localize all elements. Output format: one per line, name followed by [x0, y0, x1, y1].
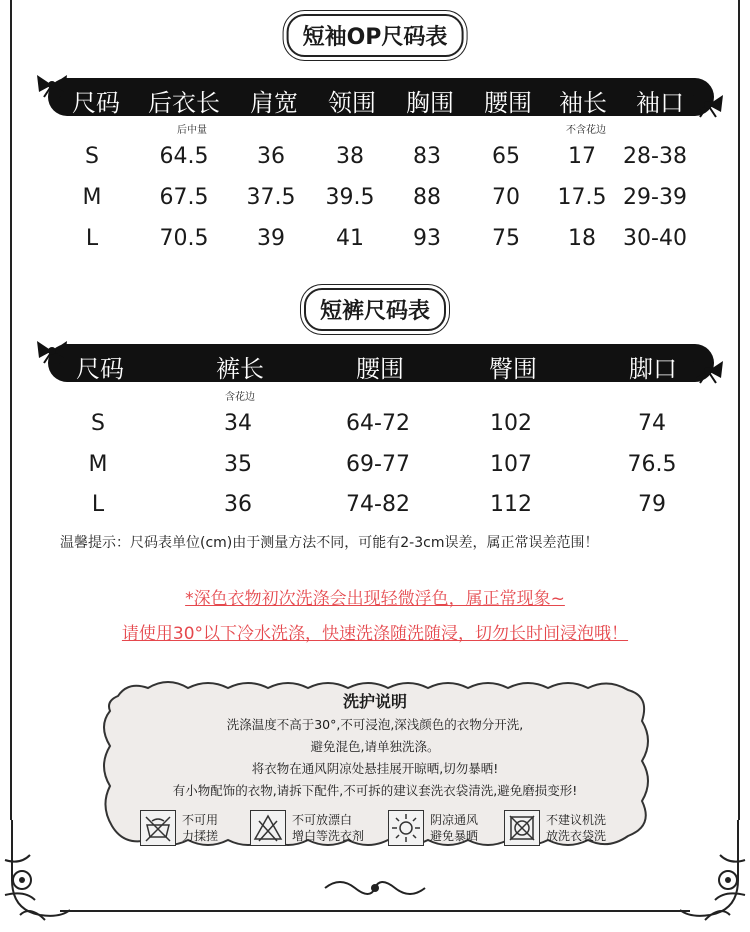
note-back-center: 后中量 [177, 125, 207, 136]
cell: 36 [224, 492, 252, 517]
cell-size: S [91, 411, 105, 436]
cell: 36 [257, 144, 285, 169]
cell: 17 [568, 144, 596, 169]
cell: 64-72 [346, 411, 410, 436]
care-title: 洗护说明 [342, 692, 407, 711]
cell: 64.5 [159, 144, 209, 169]
care-icon-label-line: 不建议机洗 [546, 813, 607, 827]
corner-ornament-left-icon [0, 820, 80, 932]
cell: 75 [492, 226, 520, 251]
cell: 41 [336, 226, 364, 251]
cell: 93 [413, 226, 441, 251]
header-size: 尺码 [76, 355, 124, 383]
cell: 74-82 [346, 492, 410, 517]
bow-left-icon [34, 338, 70, 364]
cell-size: L [85, 226, 99, 251]
no-bleach-icon [250, 810, 286, 846]
cell: 102 [490, 411, 532, 436]
header-waist: 腰围 [484, 89, 532, 117]
care-icon-label-line: 不可用 [182, 813, 219, 827]
care-line: 洗涤温度不高于30°,不可浸泡,深浅颜色的衣物分开洗, [226, 717, 524, 732]
header-back-length: 后衣长 [148, 89, 220, 117]
care-icon-label-line: 避免暴晒 [430, 829, 479, 843]
care-icon-label-line: 增白等洗衣剂 [292, 829, 365, 843]
care-line: 避免混色,请单独洗涤。 [310, 739, 440, 754]
header-size: 尺码 [72, 89, 120, 117]
measurement-tip: 温馨提示：尺码表单位(cm)由于测量方法不同，可能有2-3cm误差，属正常误差范围！ [60, 535, 599, 551]
care-icon-label-line: 力揉搓 [182, 829, 219, 843]
care-icon-label-line: 放洗衣袋洗 [546, 829, 607, 843]
note-no-lace: 不含花边 [566, 125, 606, 136]
header-shoulder: 肩宽 [250, 89, 298, 117]
table-row [0, 185, 750, 215]
cell: 39.5 [325, 185, 375, 210]
cell: 70 [492, 185, 520, 210]
cell: 88 [413, 185, 441, 210]
table-row [0, 144, 750, 174]
cell: 67.5 [159, 185, 209, 210]
header-neck: 领围 [328, 89, 376, 117]
cell: 17.5 [557, 185, 607, 210]
table-row [0, 452, 750, 482]
shade-dry-icon [388, 810, 424, 846]
care-icon-label [430, 812, 478, 844]
header-chest: 胸围 [406, 89, 454, 117]
header-cuff: 袖口 [636, 89, 684, 117]
warning-text: 请使用30°以下冷水洗涤，快速洗涤随洗随浸，切勿长时间浸泡哦！ [121, 624, 629, 644]
care-icon-label [546, 812, 606, 844]
bottom-center-ornament-icon [315, 876, 435, 900]
bow-left-icon [34, 72, 70, 98]
cell: 28-38 [623, 144, 687, 169]
cell: 39 [257, 226, 285, 251]
cell: 29-39 [623, 185, 687, 210]
cell: 38 [336, 144, 364, 169]
cell: 70.5 [159, 226, 209, 251]
table-row [0, 411, 750, 441]
bottom-table-title: 短裤尺码表 [304, 288, 446, 331]
cell: 83 [413, 144, 441, 169]
cell: 79 [638, 492, 666, 517]
no-machine-wash-icon [504, 810, 540, 846]
table-row [0, 226, 750, 256]
cell: 30-40 [623, 226, 687, 251]
cell-size: L [91, 492, 105, 517]
bottom-table-header [48, 344, 714, 382]
corner-ornament-right-icon [670, 820, 750, 932]
header-hip: 臀围 [489, 355, 537, 383]
care-line: 有小物配饰的衣物,请拆下配件,不可拆的建议套洗衣袋清洗,避免磨损变形! [172, 783, 578, 798]
cell: 37.5 [246, 185, 296, 210]
bow-right-icon [690, 92, 726, 118]
cell: 69-77 [346, 452, 410, 477]
warning-text: *深色衣物初次洗涤会出现轻微浮色，属正常现象~ [185, 589, 565, 609]
note-with-lace: 含花边 [225, 392, 255, 403]
cell-size: M [82, 185, 102, 210]
warning-line-1 [0, 584, 750, 609]
top-table-header [48, 78, 714, 116]
header-pants-length: 裤长 [216, 355, 264, 383]
bow-right-icon [690, 358, 726, 384]
care-icon-label-line: 阴凉通风 [430, 813, 479, 827]
cell: 76.5 [627, 452, 677, 477]
cell: 35 [224, 452, 252, 477]
cell: 34 [224, 411, 252, 436]
care-icon-label [182, 812, 218, 844]
header-leg-opening: 脚口 [629, 355, 677, 383]
header-sleeve: 袖长 [559, 89, 607, 117]
warning-line-2 [0, 619, 750, 644]
frame-bottom-line [60, 910, 690, 912]
no-hand-wash-icon [140, 810, 176, 846]
cell: 112 [490, 492, 532, 517]
top-table-title: 短袖OP尺码表 [287, 14, 464, 57]
cell-size: S [85, 144, 99, 169]
cell: 65 [492, 144, 520, 169]
cell-size: M [88, 452, 108, 477]
care-line: 将衣物在通风阴凉处悬挂展开晾晒,切勿暴晒! [251, 761, 499, 776]
table-row [0, 492, 750, 522]
care-icon-label-line: 不可放漂白 [292, 813, 353, 827]
cell: 107 [490, 452, 532, 477]
care-icon-label [292, 812, 364, 844]
cell: 18 [568, 226, 596, 251]
header-waist: 腰围 [356, 355, 404, 383]
cell: 74 [638, 411, 666, 436]
